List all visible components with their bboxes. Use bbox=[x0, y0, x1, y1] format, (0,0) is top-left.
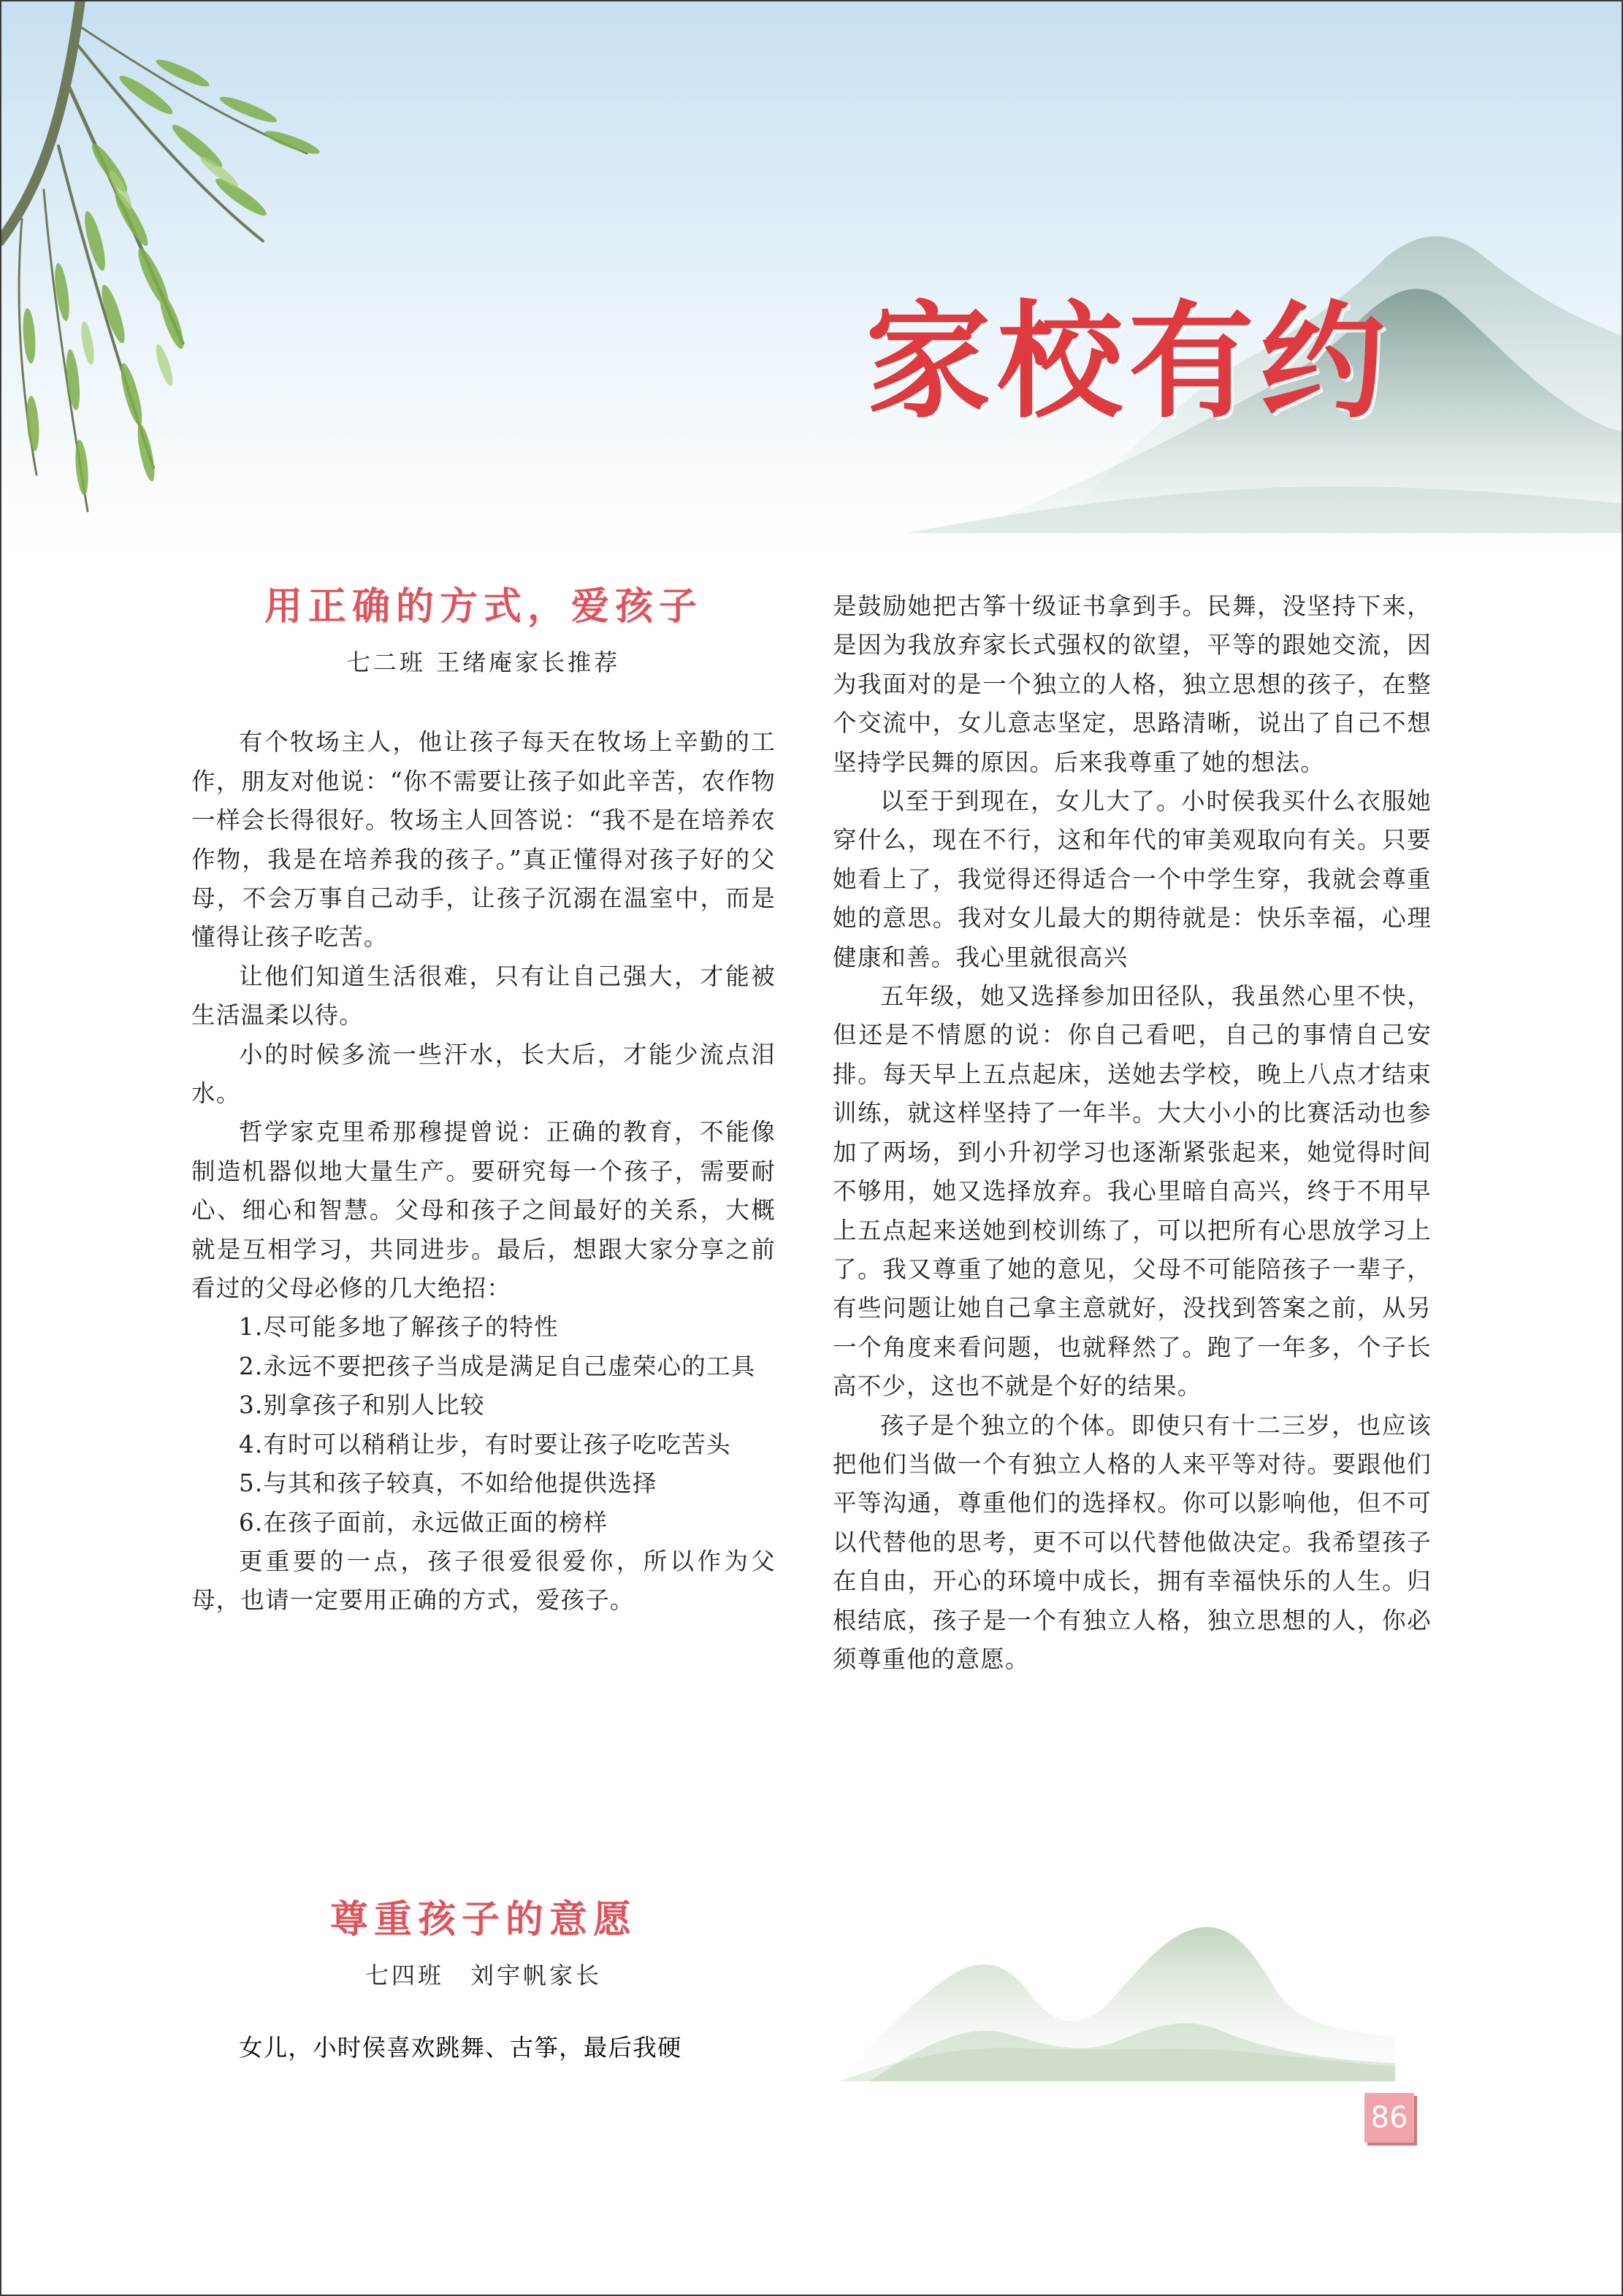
paragraph: 让他们知道生活很难，只有让自己强大，才能被生活温柔以待。 bbox=[191, 962, 776, 1030]
article-2-author: 七四班 刘宇帆家长 bbox=[364, 1962, 602, 1990]
article-1 bbox=[191, 584, 776, 1620]
page-number-badge: 86 bbox=[1364, 2093, 1414, 2143]
article-1-title: 用正确的方式，爱孩子 bbox=[264, 584, 703, 629]
list-item: 3.别拿孩子和别人比较 bbox=[239, 1391, 485, 1420]
paragraph: 有个牧场主人，他让孩子每天在牧场上辛勤的工作，朋友对他说：“你不需要让孩子如此辛苦，农作物一样会长得很好。牧场主人回答说：“我不是在培养农作物，我是在培养我的孩子。”真正懂得对孩子好的父母，不会万事自己动手，让孩子沉溺在温室中，而是懂得让孩子吃苦。 bbox=[191, 728, 776, 952]
section-header-title: 家校有约 bbox=[866, 288, 1391, 435]
paragraph: 是鼓励她把古筝十级证书拿到手。民舞，没坚持下来，是因为我放弃家长式强权的欲望，平等的跟她交流，因为我面对的是一个独立的人格，独立思想的孩子，在整个交流中，女儿意志坚定，思路清晰，说出了自己不想坚持学民舞的原因。后来我尊重了她的想法。 bbox=[833, 592, 1432, 776]
paragraph: 更重要的一点，孩子很爱很爱你，所以作为父母，也请一定要用正确的方式，爱孩子。 bbox=[191, 1547, 776, 1615]
list-item: 1.尽可能多地了解孩子的特性 bbox=[239, 1313, 559, 1342]
list-item: 2.永远不要把孩子当成是满足自己虚荣心的工具 bbox=[239, 1352, 756, 1380]
article-2-title: 尊重孩子的意愿 bbox=[329, 1897, 637, 1942]
paragraph: 女儿，小时侯喜欢跳舞、古筝，最后我硬 bbox=[239, 2034, 682, 2062]
paragraph: 哲学家克里希那穆提曾说：正确的教育，不能像制造机器似地大量生产。要研究每一个孩子，需要耐心、细心和智慧。父母和孩子之间最好的关系，大概就是互相学习，共同进步。最后，想跟大家分享之前看过的父母必修的几大绝招： bbox=[191, 1118, 776, 1303]
article-1-body bbox=[191, 723, 776, 1620]
list-item: 6.在孩子面前，永远做正面的榜样 bbox=[239, 1508, 608, 1537]
paragraph: 以至于到现在，女儿大了。小时侯我买什么衣服她穿什么，现在不行，这和年代的审美观取向有关。只要她看上了，我觉得还得适合一个中学生穿，我就会尊重她的意思。我对女儿最大的期待就是：快乐幸福，心理健康和善。我心里就很高兴 bbox=[833, 787, 1432, 971]
paragraph: 五年级，她又选择参加田径队，我虽然心里不快，但还是不情愿的说：你自己看吧，自己的事情自己安排。每天早上五点起床，送她去学校，晚上八点才结束训练，就这样坚持了一年半。大大小小的比赛活动也参加了两场，到小升初学习也逐渐紧张起来，她觉得时间不够用，她又选择放弃。我心里暗自高兴，终于不用早上五点起来送她到校训练了，可以把所有心思放学习上了。我又尊重了她的意见，父母不可能陪孩子一辈子，有些问题让她自己拿主意就好，没找到答案之前，从另一个角度来看问题，也就释然了。跑了一年多，个子长高不少，这也不就是个好的结果。 bbox=[833, 982, 1432, 1401]
list-item: 4.有时可以稍稍让步，有时要让孩子吃吃苦头 bbox=[239, 1430, 731, 1458]
ink-mountain-bottom-decoration bbox=[840, 1884, 1395, 2081]
willow-branch-decoration bbox=[0, 0, 409, 540]
article-1-author: 七二班 王绪庵家长推荐 bbox=[346, 648, 621, 677]
article-2-continued bbox=[833, 587, 1432, 1679]
list-item: 5.与其和孩子较真，不如给他提供选择 bbox=[239, 1469, 657, 1498]
article-2-intro bbox=[191, 2029, 776, 2067]
paragraph: 小的时候多流一些汗水，长大后，才能少流点泪水。 bbox=[191, 1040, 776, 1108]
paragraph: 孩子是个独立的个体。即使只有十二三岁，也应该把他们当做一个有独立人格的人来平等对待。要跟他们平等沟通，尊重他们的选择权。你可以影响他，但不可以代替他的思考，更不可以代替他做决定。我希望孩子在自由，开心的环境中成长，拥有幸福快乐的人生。归根结底，孩子是一个有独立人格，独立思想的人，你必须尊重他的意愿。 bbox=[833, 1411, 1432, 1673]
article-2 bbox=[191, 1897, 776, 2068]
